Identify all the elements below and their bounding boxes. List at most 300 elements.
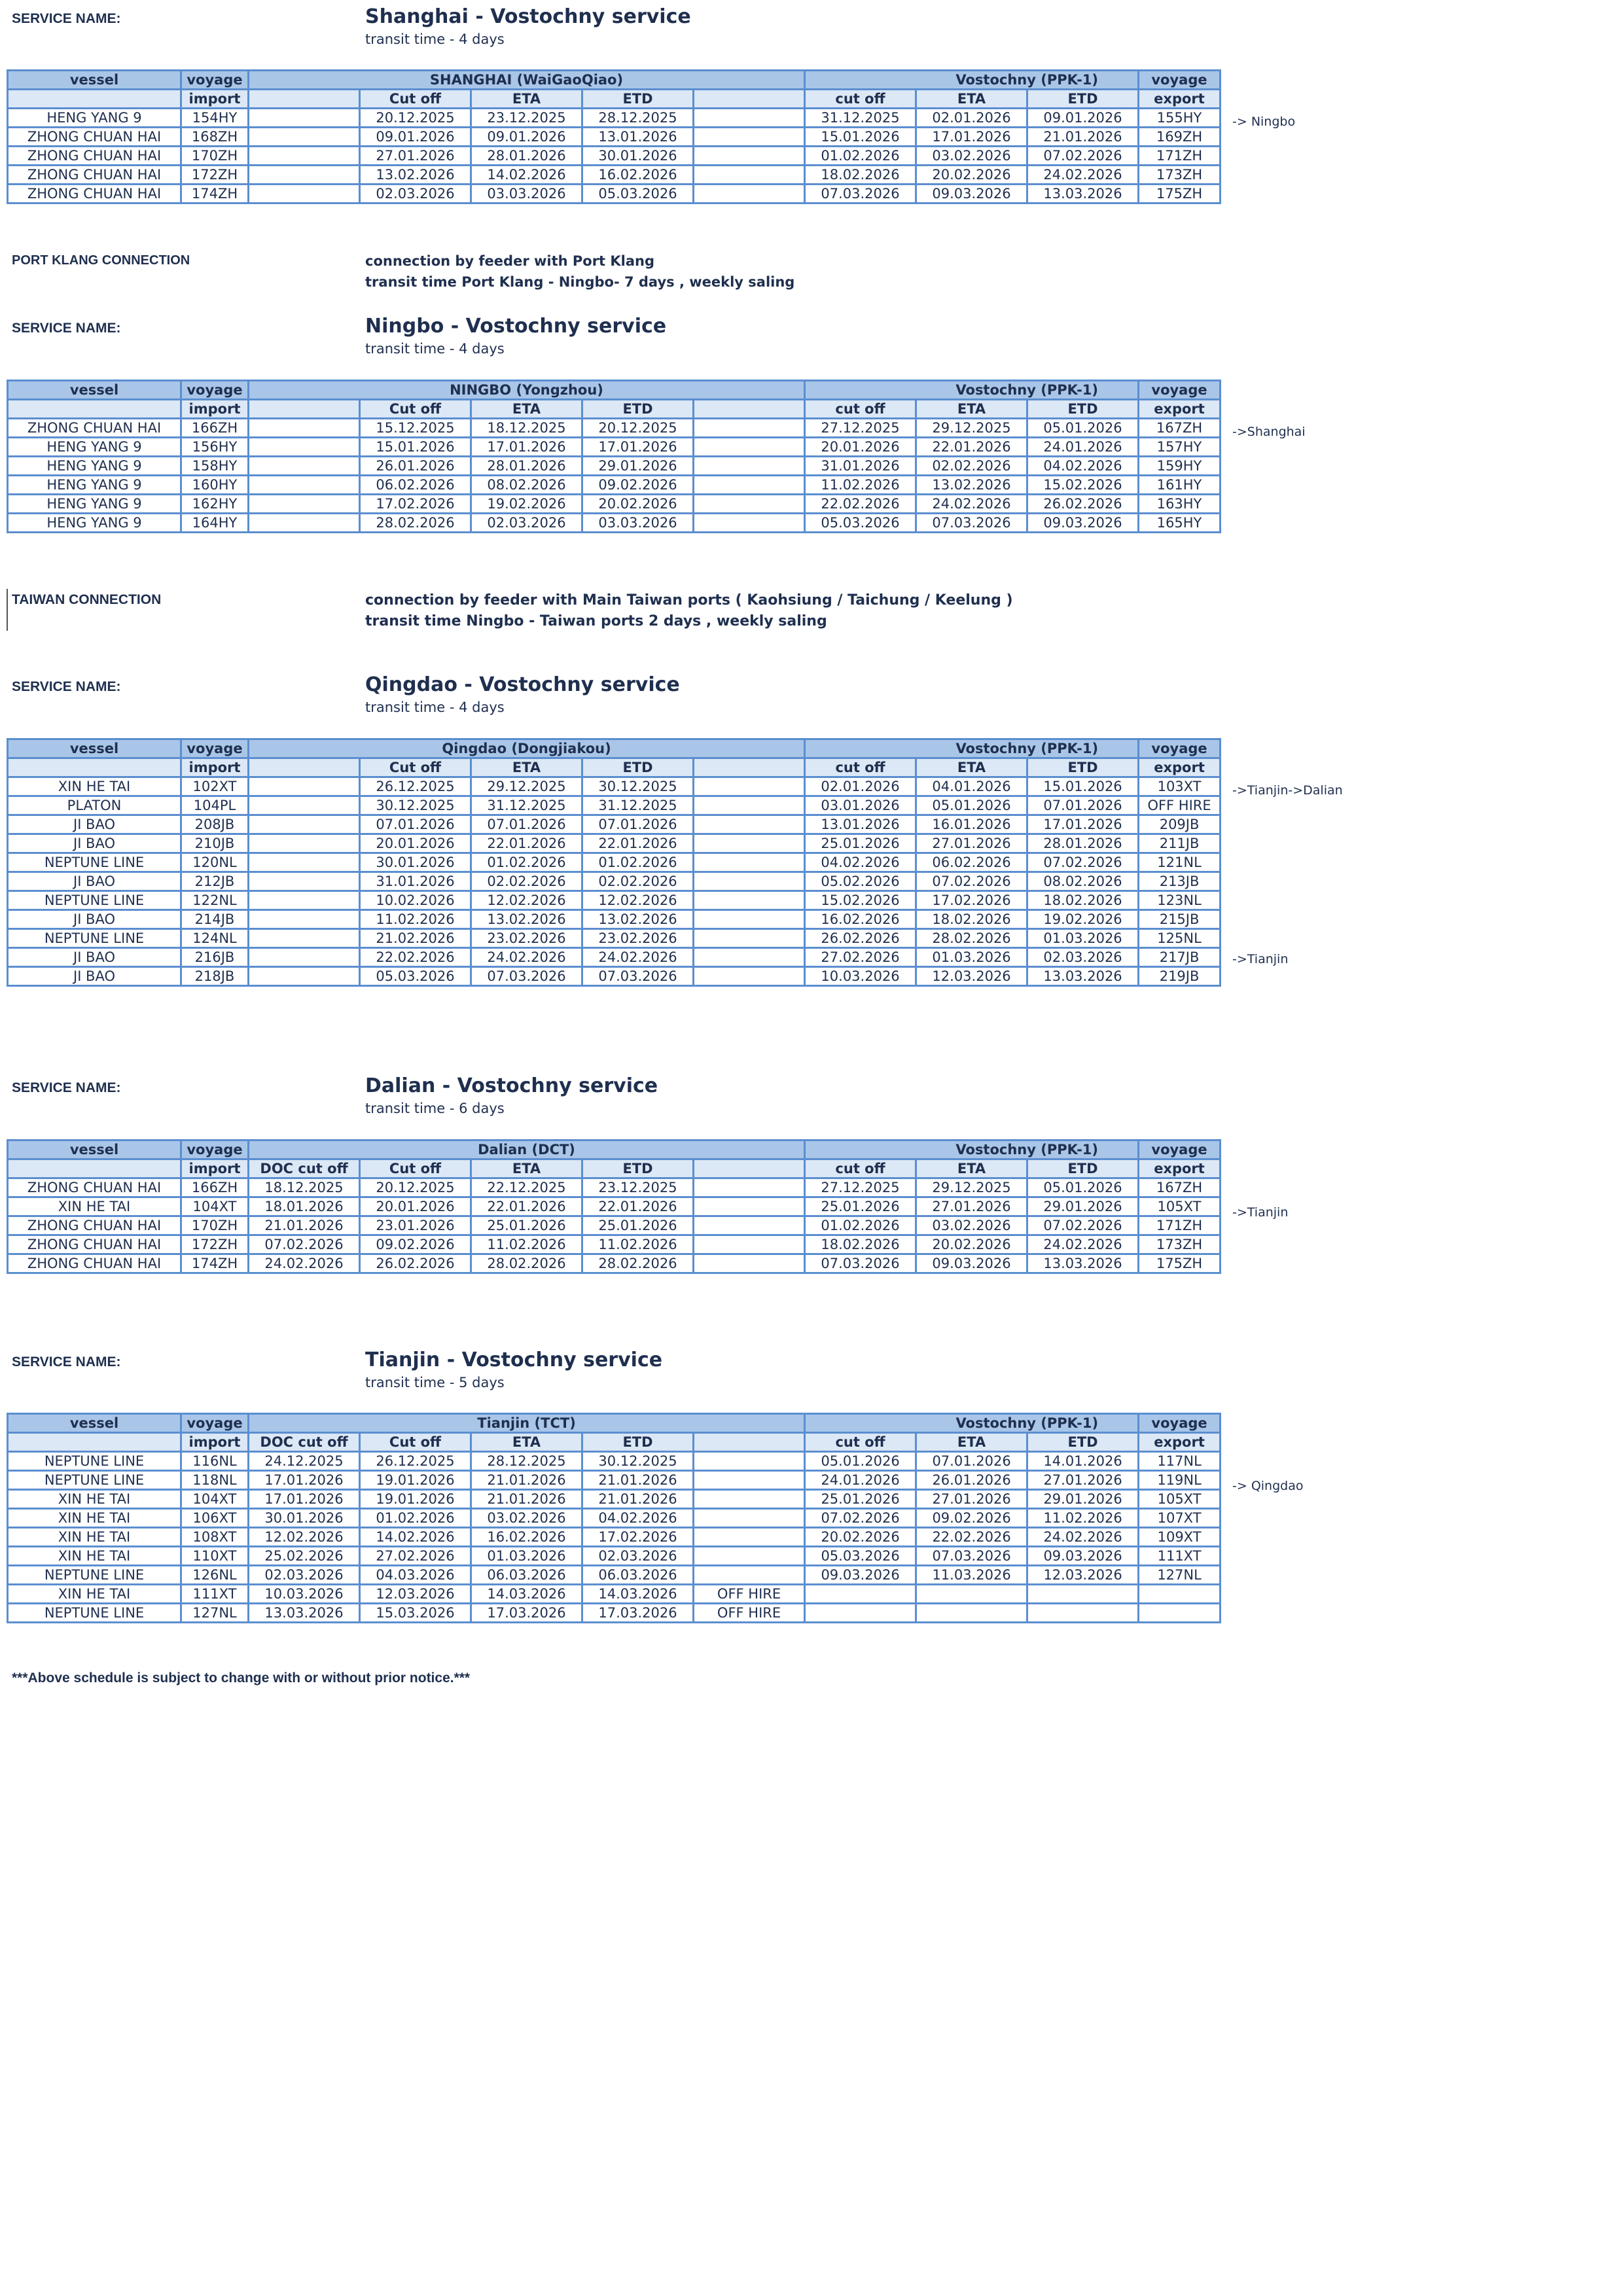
dest-eta-cell: 20.02.2026 [916, 1235, 1027, 1254]
dest-port-header: Vostochny (PPK-1) [805, 1140, 1139, 1159]
origin-cut-off-cell: 01.02.2026 [360, 1509, 471, 1528]
voyage-export-cell: 167ZH [1139, 1178, 1221, 1197]
vessel-cell: ZHONG CHUAN HAI [8, 1216, 181, 1235]
origin-eta-cell: 18.12.2025 [471, 419, 582, 438]
origin-etd-cell: 14.03.2026 [582, 1585, 694, 1604]
transit-time: transit time - 4 days [365, 341, 505, 357]
voyage-import-cell: 120NL [181, 853, 249, 872]
dest-eta-cell: 09.03.2026 [916, 185, 1027, 203]
doc-cut-off-cell: 24.12.2025 [249, 1452, 360, 1471]
origin-etd-cell: 21.01.2026 [582, 1490, 694, 1509]
doc-cut-off-cell [249, 815, 360, 834]
transit-time: transit time - 4 days [365, 699, 505, 715]
vessel-cell: JI BAO [8, 948, 181, 967]
origin-eta-cell: 22.12.2025 [471, 1178, 582, 1197]
vessel-cell: HENG YANG 9 [8, 457, 181, 476]
dest-cut-off-cell: 09.03.2026 [805, 1566, 916, 1585]
dest-cut-off-cell: 05.03.2026 [805, 514, 916, 533]
voyage-import-cell: 104XT [181, 1197, 249, 1216]
vessel-cell: ZHONG CHUAN HAI [8, 185, 181, 203]
remark-cell [694, 1216, 805, 1235]
service-title: Dalian - Vostochny service [365, 1074, 658, 1097]
table-row [8, 495, 1221, 514]
table-row [8, 419, 1221, 438]
doc-cut-off-cell [249, 419, 360, 438]
routing-note: ->Tianjin [1232, 952, 1289, 966]
doc-cut-off-cell [249, 796, 360, 815]
dest-cut-off-cell: 02.01.2026 [805, 777, 916, 796]
origin-cut-off-cell: 26.02.2026 [360, 1254, 471, 1273]
dest-etd-cell: 13.03.2026 [1027, 967, 1139, 986]
origin-etd-cell: 05.03.2026 [582, 185, 694, 203]
dest-cut-off-cell: 25.01.2026 [805, 1490, 916, 1509]
dest-eta-cell: 13.02.2026 [916, 476, 1027, 495]
origin-cut-off-cell: 14.02.2026 [360, 1528, 471, 1547]
origin-etd-cell: 07.03.2026 [582, 967, 694, 986]
origin-cut-off-cell: 15.12.2025 [360, 419, 471, 438]
doc-cut-off-cell: 10.03.2026 [249, 1585, 360, 1604]
origin-etd-cell: 23.02.2026 [582, 929, 694, 948]
origin-port-header: NINGBO (Yongzhou) [249, 381, 805, 400]
origin-eta-header: ETA [471, 1159, 582, 1178]
doc-cut-off-header [249, 758, 360, 777]
schedule-table [7, 738, 1221, 987]
origin-eta-cell: 11.02.2026 [471, 1235, 582, 1254]
origin-eta-cell: 09.01.2026 [471, 128, 582, 147]
remark-cell [694, 1528, 805, 1547]
origin-etd-cell: 28.12.2025 [582, 109, 694, 128]
dest-eta-cell: 07.03.2026 [916, 1547, 1027, 1566]
voyage-export-cell: OFF HIRE [1139, 796, 1221, 815]
dest-eta-cell: 20.02.2026 [916, 166, 1027, 185]
origin-etd-cell: 16.02.2026 [582, 166, 694, 185]
doc-cut-off-cell [249, 967, 360, 986]
origin-etd-cell: 12.02.2026 [582, 891, 694, 910]
voyage-export-cell: 159HY [1139, 457, 1221, 476]
origin-cut-off-cell: 10.02.2026 [360, 891, 471, 910]
table-row [8, 872, 1221, 891]
header-row [8, 1414, 1221, 1433]
dest-cut-off-header: cut off [805, 90, 916, 109]
dest-etd-cell: 17.01.2026 [1027, 815, 1139, 834]
remark-cell [694, 1471, 805, 1490]
dest-etd-cell: 18.02.2026 [1027, 891, 1139, 910]
origin-port-header: SHANGHAI (WaiGaoQiao) [249, 71, 805, 90]
voyage-export-cell: 127NL [1139, 1566, 1221, 1585]
voyage-import-cell: 166ZH [181, 419, 249, 438]
doc-cut-off-cell: 13.03.2026 [249, 1604, 360, 1623]
origin-eta-header: ETA [471, 758, 582, 777]
vessel-header: vessel [8, 381, 181, 400]
origin-eta-cell: 13.02.2026 [471, 910, 582, 929]
origin-eta-cell: 19.02.2026 [471, 495, 582, 514]
vessel-cell: NEPTUNE LINE [8, 1471, 181, 1490]
table-row [8, 796, 1221, 815]
voyage-import-cell: 104XT [181, 1490, 249, 1509]
dest-port-header: Vostochny (PPK-1) [805, 739, 1139, 758]
origin-eta-header: ETA [471, 400, 582, 419]
vessel-cell: ZHONG CHUAN HAI [8, 1235, 181, 1254]
dest-eta-cell: 29.12.2025 [916, 1178, 1027, 1197]
voyage-export-cell: 105XT [1139, 1197, 1221, 1216]
remark-cell: OFF HIRE [694, 1604, 805, 1623]
voyage-export-cell: 209JB [1139, 815, 1221, 834]
origin-port-header: Tianjin (TCT) [249, 1414, 805, 1433]
origin-eta-cell: 21.01.2026 [471, 1490, 582, 1509]
dest-etd-cell [1027, 1604, 1139, 1623]
dest-etd-cell: 14.01.2026 [1027, 1452, 1139, 1471]
origin-etd-header: ETD [582, 400, 694, 419]
vessel-cell: JI BAO [8, 815, 181, 834]
dest-cut-off-cell: 27.12.2025 [805, 1178, 916, 1197]
remark-cell [694, 1178, 805, 1197]
dest-etd-cell: 09.03.2026 [1027, 514, 1139, 533]
origin-etd-header: ETD [582, 1433, 694, 1452]
origin-eta-cell: 03.03.2026 [471, 185, 582, 203]
remark-cell [694, 1197, 805, 1216]
origin-eta-cell: 14.02.2026 [471, 166, 582, 185]
origin-eta-cell: 31.12.2025 [471, 796, 582, 815]
table-row [8, 1235, 1221, 1254]
dest-cut-off-cell: 22.02.2026 [805, 495, 916, 514]
origin-etd-header: ETD [582, 90, 694, 109]
voyage-import-cell: 174ZH [181, 185, 249, 203]
dest-etd-cell: 07.02.2026 [1027, 1216, 1139, 1235]
origin-etd-cell: 06.03.2026 [582, 1566, 694, 1585]
vessel-header [8, 90, 181, 109]
service-name-label: SERVICE NAME: [12, 1354, 121, 1369]
origin-cut-off-header: Cut off [360, 400, 471, 419]
dest-eta-cell: 24.02.2026 [916, 495, 1027, 514]
connection-label: PORT KLANG CONNECTION [12, 253, 190, 268]
table-row [8, 1585, 1221, 1604]
voyage-export-cell: 215JB [1139, 910, 1221, 929]
remark-cell: OFF HIRE [694, 1585, 805, 1604]
dest-eta-cell: 07.02.2026 [916, 872, 1027, 891]
voyage-export-cell: 175ZH [1139, 1254, 1221, 1273]
table-row [8, 1254, 1221, 1273]
dest-cut-off-cell: 16.02.2026 [805, 910, 916, 929]
vessel-cell: XIN HE TAI [8, 1490, 181, 1509]
doc-cut-off-cell: 12.02.2026 [249, 1528, 360, 1547]
table-row [8, 891, 1221, 910]
vessel-cell: NEPTUNE LINE [8, 853, 181, 872]
voyage-export-cell [1139, 1604, 1221, 1623]
voyage-import-cell: 208JB [181, 815, 249, 834]
voyage-header: voyage [1139, 1140, 1221, 1159]
vessel-cell: NEPTUNE LINE [8, 1604, 181, 1623]
voyage-header: voyage [1139, 1414, 1221, 1433]
dest-eta-cell [916, 1585, 1027, 1604]
vessel-cell: ZHONG CHUAN HAI [8, 166, 181, 185]
dest-cut-off-header: cut off [805, 400, 916, 419]
dest-cut-off-cell: 04.02.2026 [805, 853, 916, 872]
dest-etd-cell: 07.02.2026 [1027, 853, 1139, 872]
origin-etd-header: ETD [582, 758, 694, 777]
vessel-header [8, 758, 181, 777]
remark-cell [694, 891, 805, 910]
doc-cut-off-cell [249, 891, 360, 910]
dest-eta-cell: 01.03.2026 [916, 948, 1027, 967]
dest-cut-off-cell: 27.02.2026 [805, 948, 916, 967]
voyage-export-cell: 155HY [1139, 109, 1221, 128]
voyage-header: voyage [181, 381, 249, 400]
dest-cut-off-cell: 05.01.2026 [805, 1452, 916, 1471]
origin-eta-header: ETA [471, 1433, 582, 1452]
origin-eta-header: ETA [471, 90, 582, 109]
remark-cell [694, 834, 805, 853]
dest-eta-cell: 09.02.2026 [916, 1509, 1027, 1528]
header-row [8, 739, 1221, 758]
origin-etd-cell: 03.03.2026 [582, 514, 694, 533]
voyage-export-cell: 213JB [1139, 872, 1221, 891]
voyage-export-cell [1139, 1585, 1221, 1604]
connection-line: connection by feeder with Main Taiwan ports ( Kaohsiung / Taichung / Keelung ) [365, 592, 1013, 609]
doc-cut-off-header [249, 90, 360, 109]
vessel-cell: XIN HE TAI [8, 1547, 181, 1566]
doc-cut-off-header: DOC cut off [249, 1159, 360, 1178]
table-row [8, 438, 1221, 457]
voyage-import-cell: 156HY [181, 438, 249, 457]
origin-cut-off-header: Cut off [360, 90, 471, 109]
origin-eta-cell: 29.12.2025 [471, 777, 582, 796]
doc-cut-off-header: DOC cut off [249, 1433, 360, 1452]
origin-eta-cell: 24.02.2026 [471, 948, 582, 967]
vessel-cell: NEPTUNE LINE [8, 1566, 181, 1585]
origin-etd-cell: 22.01.2026 [582, 1197, 694, 1216]
service-name-label: SERVICE NAME: [12, 321, 121, 336]
vessel-header [8, 1159, 181, 1178]
voyage-import-cell: 110XT [181, 1547, 249, 1566]
origin-etd-cell: 02.03.2026 [582, 1547, 694, 1566]
remark-cell [694, 514, 805, 533]
origin-etd-cell: 31.12.2025 [582, 796, 694, 815]
voyage-export-cell: 219JB [1139, 967, 1221, 986]
dest-eta-cell: 09.03.2026 [916, 1254, 1027, 1273]
vessel-cell: NEPTUNE LINE [8, 1452, 181, 1471]
dest-cut-off-cell: 05.03.2026 [805, 1547, 916, 1566]
voyage-export-header: export [1139, 90, 1221, 109]
table-row [8, 910, 1221, 929]
origin-cut-off-cell: 26.12.2025 [360, 1452, 471, 1471]
routing-note: ->Tianjin [1232, 1205, 1289, 1220]
dest-cut-off-cell: 11.02.2026 [805, 476, 916, 495]
dest-etd-cell: 13.03.2026 [1027, 1254, 1139, 1273]
remark-cell [694, 1566, 805, 1585]
schedule-table [7, 380, 1221, 533]
table-row [8, 853, 1221, 872]
voyage-export-cell: 103XT [1139, 777, 1221, 796]
table-row [8, 1452, 1221, 1471]
vessel-cell: ZHONG CHUAN HAI [8, 147, 181, 166]
voyage-import-header: import [181, 90, 249, 109]
origin-eta-cell: 23.02.2026 [471, 929, 582, 948]
origin-etd-cell: 13.02.2026 [582, 910, 694, 929]
table-row [8, 185, 1221, 203]
remark-cell [694, 438, 805, 457]
origin-eta-cell: 07.03.2026 [471, 967, 582, 986]
dest-eta-cell: 07.01.2026 [916, 1452, 1027, 1471]
table-row [8, 514, 1221, 533]
origin-cut-off-cell: 13.02.2026 [360, 166, 471, 185]
dest-eta-cell: 04.01.2026 [916, 777, 1027, 796]
voyage-export-header: export [1139, 1159, 1221, 1178]
origin-etd-cell: 21.01.2026 [582, 1471, 694, 1490]
origin-eta-cell: 08.02.2026 [471, 476, 582, 495]
remark-header [694, 1159, 805, 1178]
voyage-export-cell: 111XT [1139, 1547, 1221, 1566]
origin-cut-off-cell: 09.02.2026 [360, 1235, 471, 1254]
origin-cut-off-cell: 21.02.2026 [360, 929, 471, 948]
voyage-import-cell: 118NL [181, 1471, 249, 1490]
origin-etd-cell: 20.12.2025 [582, 419, 694, 438]
service-name-label: SERVICE NAME: [12, 1080, 121, 1095]
vessel-cell: XIN HE TAI [8, 1509, 181, 1528]
doc-cut-off-cell [249, 834, 360, 853]
voyage-export-cell: 173ZH [1139, 1235, 1221, 1254]
vessel-cell: HENG YANG 9 [8, 438, 181, 457]
voyage-import-cell: 170ZH [181, 1216, 249, 1235]
schedule-table [7, 1139, 1221, 1274]
vessel-cell: ZHONG CHUAN HAI [8, 419, 181, 438]
voyage-import-cell: 172ZH [181, 1235, 249, 1254]
dest-cut-off-cell: 25.01.2026 [805, 1197, 916, 1216]
dest-cut-off-cell: 24.01.2026 [805, 1471, 916, 1490]
voyage-header: voyage [181, 739, 249, 758]
doc-cut-off-cell: 17.01.2026 [249, 1490, 360, 1509]
doc-cut-off-cell [249, 476, 360, 495]
origin-eta-cell: 02.03.2026 [471, 514, 582, 533]
voyage-import-cell: 164HY [181, 514, 249, 533]
dest-eta-cell: 27.01.2026 [916, 1197, 1027, 1216]
origin-cut-off-cell: 28.02.2026 [360, 514, 471, 533]
origin-cut-off-cell: 17.02.2026 [360, 495, 471, 514]
dest-cut-off-cell: 05.02.2026 [805, 872, 916, 891]
remark-cell [694, 166, 805, 185]
connection-transit: transit time Ningbo - Taiwan ports 2 days , weekly saling [365, 613, 827, 629]
dest-etd-header: ETD [1027, 90, 1139, 109]
dest-etd-cell: 04.02.2026 [1027, 457, 1139, 476]
dest-eta-cell: 06.02.2026 [916, 853, 1027, 872]
dest-cut-off-cell: 10.03.2026 [805, 967, 916, 986]
origin-etd-cell: 22.01.2026 [582, 834, 694, 853]
vessel-cell: HENG YANG 9 [8, 476, 181, 495]
remark-cell [694, 796, 805, 815]
table-row [8, 128, 1221, 147]
dest-etd-cell: 24.02.2026 [1027, 166, 1139, 185]
origin-etd-cell: 30.01.2026 [582, 147, 694, 166]
vessel-header: vessel [8, 739, 181, 758]
origin-cut-off-cell: 04.03.2026 [360, 1566, 471, 1585]
dest-cut-off-cell: 18.02.2026 [805, 1235, 916, 1254]
origin-eta-cell: 16.02.2026 [471, 1528, 582, 1547]
vessel-cell: HENG YANG 9 [8, 495, 181, 514]
dest-eta-header: ETA [916, 1433, 1027, 1452]
dest-eta-header: ETA [916, 400, 1027, 419]
origin-etd-cell: 13.01.2026 [582, 128, 694, 147]
dest-etd-cell: 28.01.2026 [1027, 834, 1139, 853]
service-title: Ningbo - Vostochny service [365, 315, 667, 338]
vessel-cell: JI BAO [8, 910, 181, 929]
remark-cell [694, 967, 805, 986]
dest-eta-cell: 12.03.2026 [916, 967, 1027, 986]
table-row [8, 834, 1221, 853]
remark-cell [694, 929, 805, 948]
dest-etd-cell [1027, 1585, 1139, 1604]
voyage-export-cell: 121NL [1139, 853, 1221, 872]
doc-cut-off-cell: 02.03.2026 [249, 1566, 360, 1585]
service-title: Qingdao - Vostochny service [365, 673, 680, 696]
table-row [8, 777, 1221, 796]
voyage-header: voyage [181, 71, 249, 90]
origin-eta-cell: 28.01.2026 [471, 147, 582, 166]
table-row [8, 1197, 1221, 1216]
doc-cut-off-cell: 18.01.2026 [249, 1197, 360, 1216]
dest-port-header: Vostochny (PPK-1) [805, 1414, 1139, 1433]
routing-note: ->Tianjin->Dalian [1232, 783, 1343, 798]
vessel-cell: ZHONG CHUAN HAI [8, 1178, 181, 1197]
vessel-cell: NEPTUNE LINE [8, 929, 181, 948]
doc-cut-off-cell [249, 185, 360, 203]
dest-cut-off-cell: 15.01.2026 [805, 128, 916, 147]
vessel-header [8, 1433, 181, 1452]
dest-eta-header: ETA [916, 758, 1027, 777]
origin-cut-off-cell: 15.01.2026 [360, 438, 471, 457]
voyage-import-header: import [181, 758, 249, 777]
dest-cut-off-cell: 03.01.2026 [805, 796, 916, 815]
table-row [8, 1547, 1221, 1566]
doc-cut-off-cell [249, 514, 360, 533]
origin-eta-cell: 17.01.2026 [471, 438, 582, 457]
dest-etd-cell: 09.03.2026 [1027, 1547, 1139, 1566]
origin-eta-cell: 28.01.2026 [471, 457, 582, 476]
dest-cut-off-cell: 31.01.2026 [805, 457, 916, 476]
dest-etd-cell: 29.01.2026 [1027, 1490, 1139, 1509]
transit-time: transit time - 5 days [365, 1375, 505, 1390]
voyage-import-cell: 174ZH [181, 1254, 249, 1273]
voyage-import-cell: 168ZH [181, 128, 249, 147]
dest-port-header: Vostochny (PPK-1) [805, 381, 1139, 400]
dest-cut-off-cell: 01.02.2026 [805, 1216, 916, 1235]
dest-eta-cell: 07.03.2026 [916, 514, 1027, 533]
transit-time: transit time - 6 days [365, 1101, 505, 1116]
vessel-cell: JI BAO [8, 872, 181, 891]
doc-cut-off-cell: 07.02.2026 [249, 1235, 360, 1254]
subheader-row [8, 1159, 1221, 1178]
connection-line: connection by feeder with Port Klang [365, 253, 655, 269]
voyage-import-cell: 216JB [181, 948, 249, 967]
voyage-header: voyage [1139, 71, 1221, 90]
dest-eta-header: ETA [916, 90, 1027, 109]
dest-etd-cell: 02.03.2026 [1027, 948, 1139, 967]
header-row [8, 71, 1221, 90]
origin-etd-cell: 02.02.2026 [582, 872, 694, 891]
service-title: Tianjin - Vostochny service [365, 1349, 663, 1371]
origin-etd-cell: 09.02.2026 [582, 476, 694, 495]
origin-eta-cell: 12.02.2026 [471, 891, 582, 910]
origin-cut-off-cell: 26.12.2025 [360, 777, 471, 796]
vessel-header: vessel [8, 71, 181, 90]
dest-etd-cell: 11.02.2026 [1027, 1509, 1139, 1528]
voyage-import-cell: 122NL [181, 891, 249, 910]
origin-eta-cell: 22.01.2026 [471, 1197, 582, 1216]
dest-cut-off-header: cut off [805, 1433, 916, 1452]
dest-cut-off-header: cut off [805, 1159, 916, 1178]
voyage-export-cell: 171ZH [1139, 1216, 1221, 1235]
connection-transit: transit time Port Klang - Ningbo- 7 days , weekly saling [365, 274, 795, 290]
remark-cell [694, 1452, 805, 1471]
origin-cut-off-cell: 20.01.2026 [360, 834, 471, 853]
